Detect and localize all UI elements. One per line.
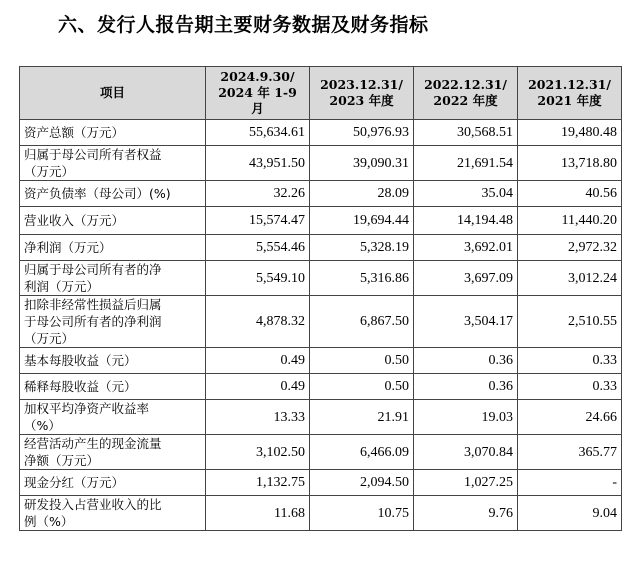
row-value-cell: 21.91 <box>310 400 414 435</box>
table-row <box>20 348 622 374</box>
row-item-label: 净利润（万元） <box>24 240 112 255</box>
row-item-label: 扣除非经常性损益后归属 <box>24 297 162 312</box>
row-item-label: 营业收入（万元） <box>24 213 125 228</box>
header-period-2021-span: 2021 年度 <box>537 93 602 108</box>
row-value-cell: 0.33 <box>518 348 622 374</box>
row-item-label: 研发投入占营业收入的比 <box>24 497 162 512</box>
row-item-label: 现金分红（万元） <box>24 475 125 490</box>
table-body <box>20 120 622 531</box>
row-value-cell: 0.36 <box>414 374 518 400</box>
row-value-cell: 3,102.50 <box>206 435 310 470</box>
row-value-cell: 50,976.93 <box>310 120 414 146</box>
row-value-cell: 5,554.46 <box>206 235 310 261</box>
row-value-cell: 1,132.75 <box>206 470 310 496</box>
table-row <box>20 261 622 296</box>
row-value-cell: 28.09 <box>310 181 414 207</box>
row-item-label: 于母公司所有者的净利润 <box>24 314 162 329</box>
row-item-label: （万元） <box>24 164 75 179</box>
row-value-cell: 40.56 <box>518 181 622 207</box>
header-period-2024-date: 2024.9.30/ <box>220 69 295 84</box>
row-value-cell: 2,510.55 <box>518 296 622 348</box>
row-value-cell: 43,951.50 <box>206 146 310 181</box>
row-value-cell: 5,549.10 <box>206 261 310 296</box>
header-period-2024 <box>206 67 310 120</box>
row-value-cell: 3,070.84 <box>414 435 518 470</box>
row-item-label: 归属于母公司所有者权益 <box>24 147 162 162</box>
row-item-label: 资产总额（万元） <box>24 125 125 140</box>
row-item-cell <box>20 235 206 261</box>
row-item-cell <box>20 120 206 146</box>
row-value-cell: 5,316.86 <box>310 261 414 296</box>
header-period-2024-span: 2024 年 1-9 月 <box>218 85 297 116</box>
header-period-2023-span: 2023 年度 <box>329 93 394 108</box>
row-value-cell: 13.33 <box>206 400 310 435</box>
row-value-cell: 24.66 <box>518 400 622 435</box>
row-value-cell: 15,574.47 <box>206 207 310 235</box>
row-item-cell <box>20 261 206 296</box>
row-item-label: （%） <box>24 418 61 433</box>
row-value-cell: 39,090.31 <box>310 146 414 181</box>
row-value-cell: 1,027.25 <box>414 470 518 496</box>
row-value-cell: 14,194.48 <box>414 207 518 235</box>
table-row <box>20 374 622 400</box>
row-value-cell: 11.68 <box>206 496 310 531</box>
row-value-cell: 6,867.50 <box>310 296 414 348</box>
row-value-cell: 4,878.32 <box>206 296 310 348</box>
table-header <box>20 67 622 120</box>
table-row <box>20 470 622 496</box>
row-value-cell: 2,094.50 <box>310 470 414 496</box>
row-value-cell: 0.49 <box>206 348 310 374</box>
header-period-2022-span: 2022 年度 <box>433 93 498 108</box>
row-item-cell <box>20 296 206 348</box>
row-item-label: 基本每股收益（元） <box>24 353 137 368</box>
row-value-cell: 19.03 <box>414 400 518 435</box>
row-item-label: 例（%） <box>24 514 74 529</box>
row-value-cell: - <box>518 470 622 496</box>
row-item-cell <box>20 400 206 435</box>
row-value-cell: 32.26 <box>206 181 310 207</box>
row-value-cell: 19,480.48 <box>518 120 622 146</box>
row-value-cell: 30,568.51 <box>414 120 518 146</box>
row-item-label: 净额（万元） <box>24 453 100 468</box>
header-period-2021-date: 2021.12.31/ <box>528 77 611 92</box>
row-value-cell: 35.04 <box>414 181 518 207</box>
header-period-2021 <box>518 67 622 120</box>
row-value-cell: 6,466.09 <box>310 435 414 470</box>
row-item-cell <box>20 470 206 496</box>
row-value-cell: 0.50 <box>310 348 414 374</box>
row-item-cell <box>20 374 206 400</box>
header-period-2023 <box>310 67 414 120</box>
row-value-cell: 365.77 <box>518 435 622 470</box>
row-value-cell: 10.75 <box>310 496 414 531</box>
financial-data-table <box>19 66 622 531</box>
row-item-label: 归属于母公司所有者的净 <box>24 262 162 277</box>
row-item-label: 资产负债率（母公司）(%) <box>24 186 171 201</box>
row-value-cell: 0.50 <box>310 374 414 400</box>
header-period-2022 <box>414 67 518 120</box>
table-row <box>20 146 622 181</box>
row-value-cell: 21,691.54 <box>414 146 518 181</box>
row-item-label: 稀释每股收益（元） <box>24 379 137 394</box>
row-value-cell: 0.33 <box>518 374 622 400</box>
row-item-cell <box>20 435 206 470</box>
row-value-cell: 11,440.20 <box>518 207 622 235</box>
row-item-label: 加权平均净资产收益率 <box>24 401 150 416</box>
row-item-label: （万元） <box>24 331 75 346</box>
row-item-cell <box>20 181 206 207</box>
row-item-cell <box>20 348 206 374</box>
row-value-cell: 3,504.17 <box>414 296 518 348</box>
row-item-cell <box>20 496 206 531</box>
table-row <box>20 207 622 235</box>
row-value-cell: 5,328.19 <box>310 235 414 261</box>
row-value-cell: 0.36 <box>414 348 518 374</box>
row-value-cell: 3,012.24 <box>518 261 622 296</box>
row-value-cell: 13,718.80 <box>518 146 622 181</box>
row-value-cell: 2,972.32 <box>518 235 622 261</box>
header-period-2023-date: 2023.12.31/ <box>320 77 403 92</box>
table-row <box>20 496 622 531</box>
row-item-label: 利润（万元） <box>24 279 100 294</box>
row-value-cell: 19,694.44 <box>310 207 414 235</box>
row-item-cell <box>20 207 206 235</box>
row-item-cell <box>20 146 206 181</box>
row-item-label: 经营活动产生的现金流量 <box>24 436 162 451</box>
row-value-cell: 3,697.09 <box>414 261 518 296</box>
header-period-2022-date: 2022.12.31/ <box>424 77 507 92</box>
row-value-cell: 55,634.61 <box>206 120 310 146</box>
header-row <box>20 67 622 120</box>
header-item-label: 项目 <box>99 85 125 100</box>
table-row <box>20 235 622 261</box>
table-row <box>20 400 622 435</box>
section-heading: 六、发行人报告期主要财务数据及财务指标 <box>58 14 429 36</box>
table-row <box>20 435 622 470</box>
header-item <box>20 67 206 120</box>
table-row <box>20 120 622 146</box>
table-row <box>20 181 622 207</box>
row-value-cell: 9.04 <box>518 496 622 531</box>
row-value-cell: 3,692.01 <box>414 235 518 261</box>
table-row <box>20 296 622 348</box>
row-value-cell: 9.76 <box>414 496 518 531</box>
row-value-cell: 0.49 <box>206 374 310 400</box>
